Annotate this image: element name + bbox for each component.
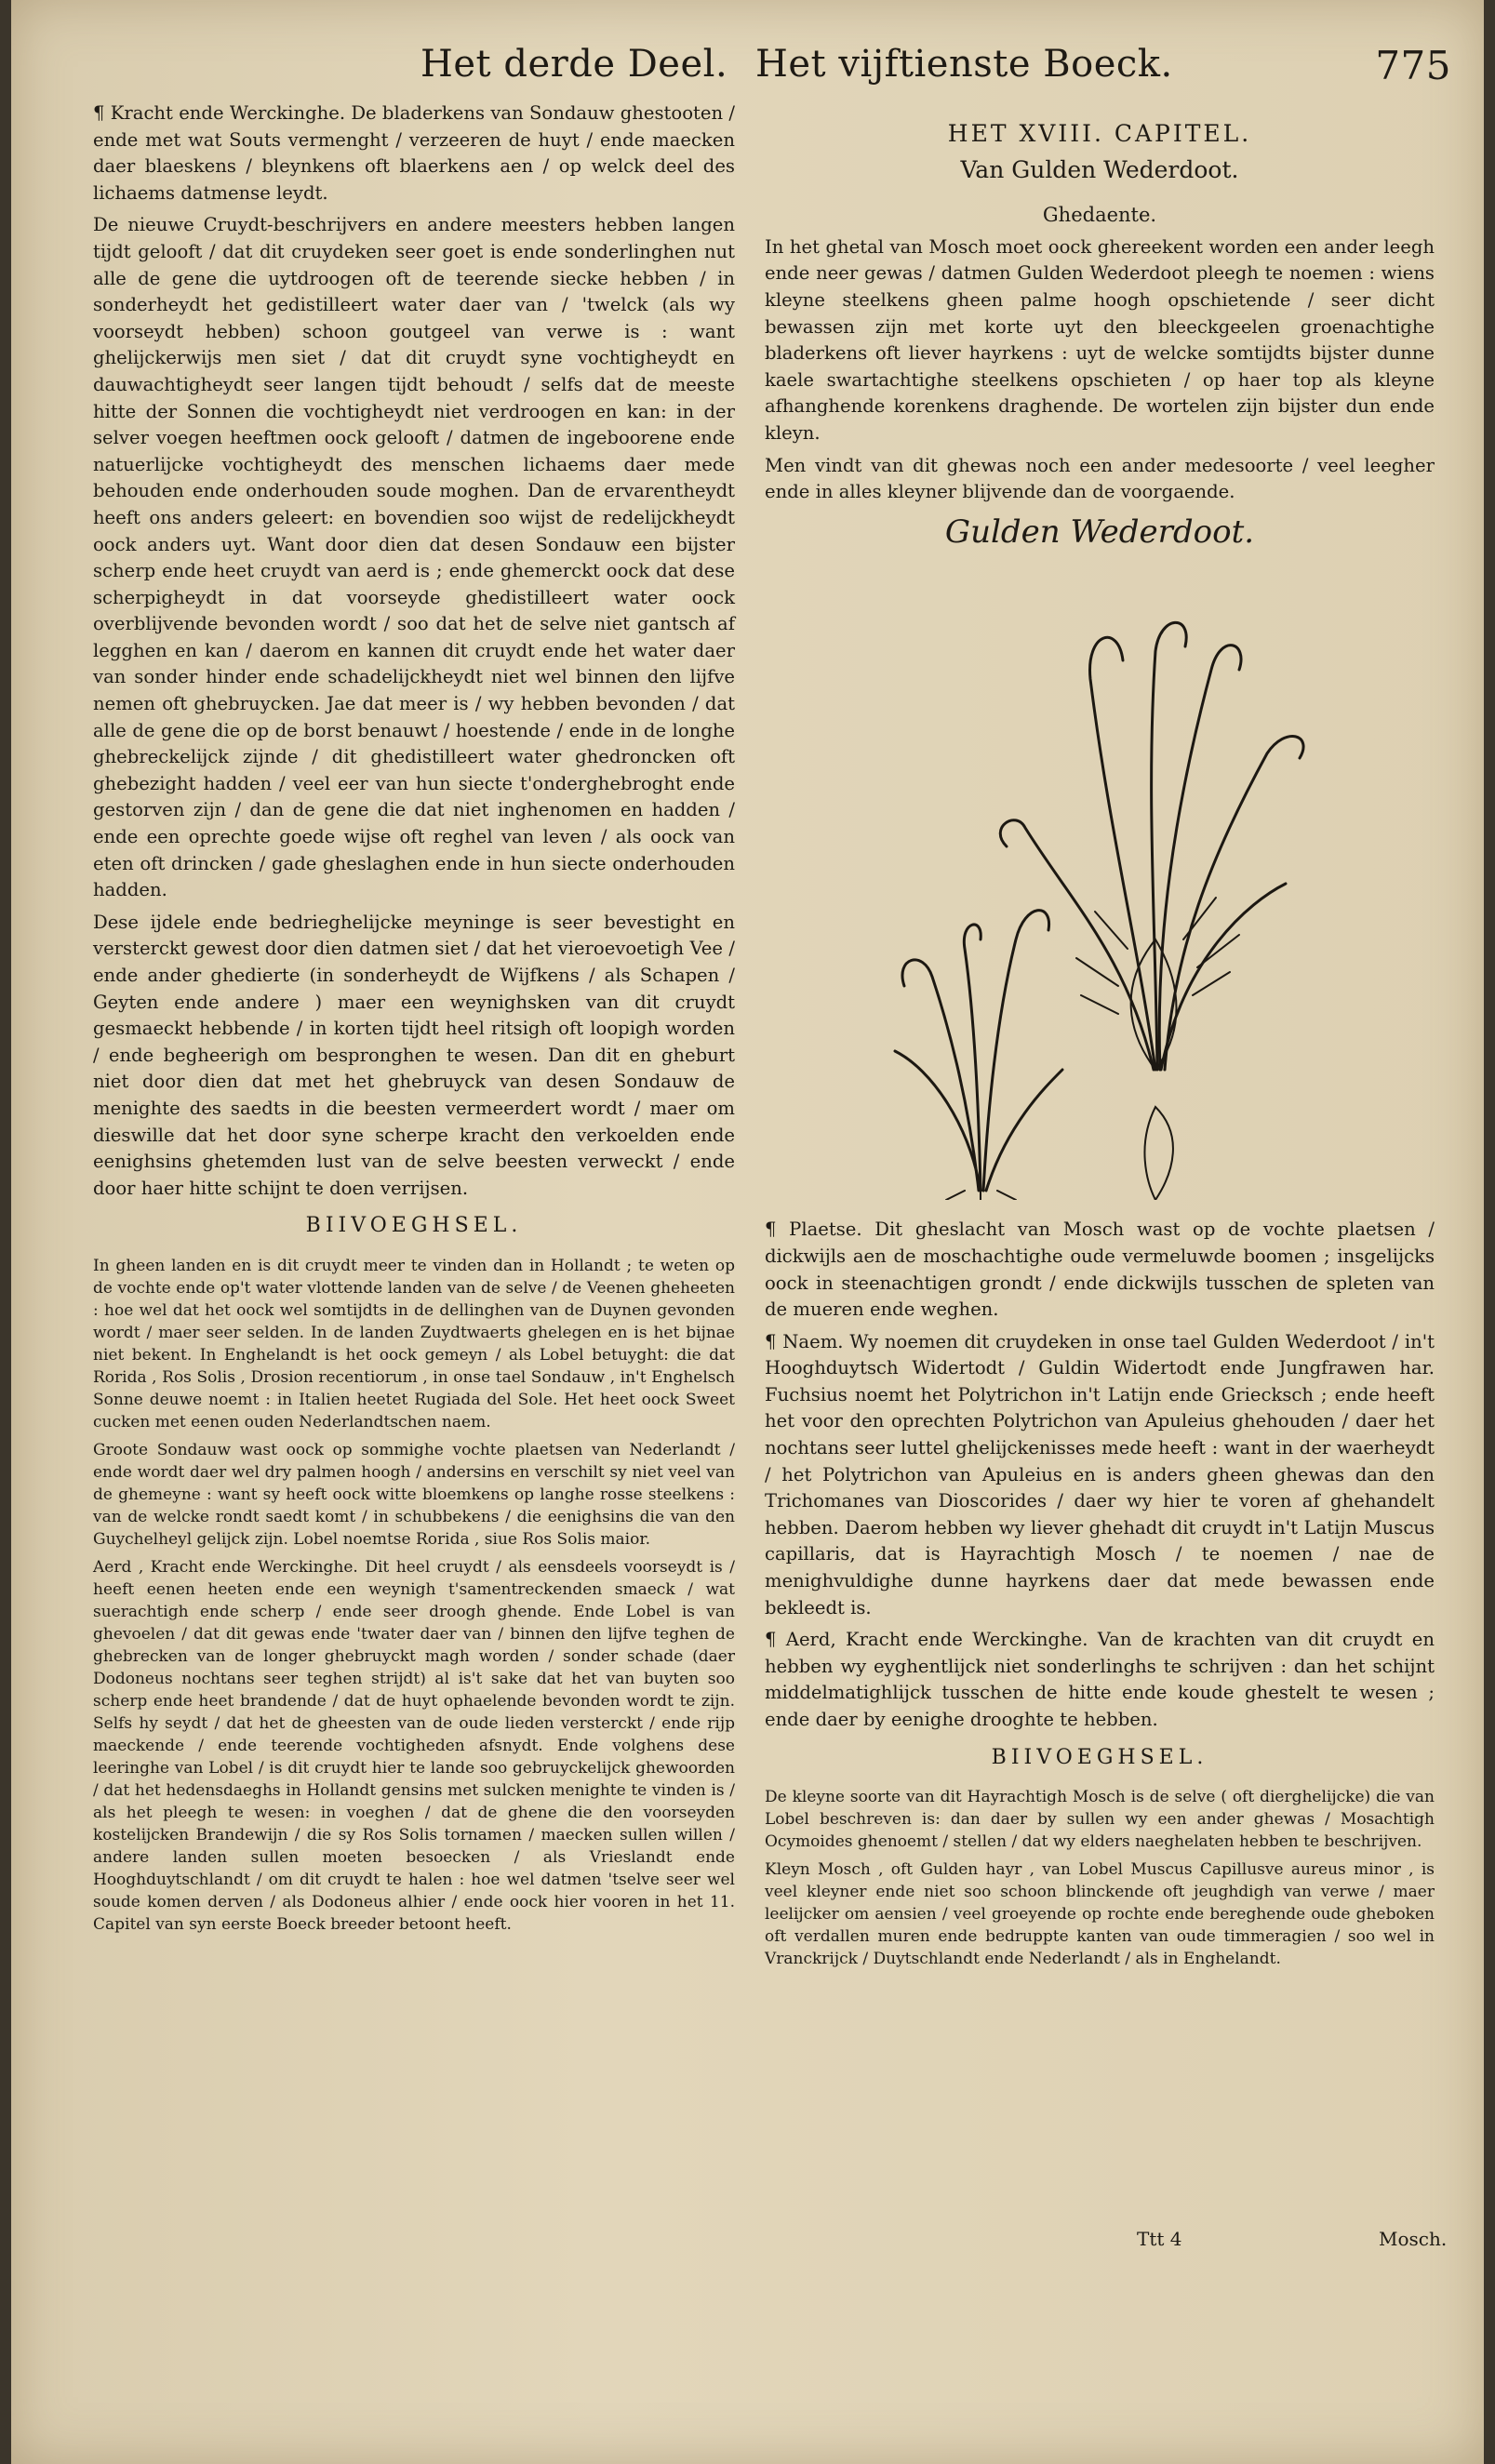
- chapter-heading: HET XVIII. CAPITEL.: [947, 120, 1252, 147]
- running-head-book: Het vijftienste Boeck.: [755, 43, 1173, 86]
- paragraph-cruydt-beschrijvers: De nieuwe Cruydt-beschrijvers en andere meesters hebben langen tijdt gelooft / dat dit cruydeken seer goet is ende sonderlinghen nut alle de gene die uytdroogen oft de teerende siecke hebben / in sonderheydt het gedistilleert water daer van / 'twelck (als wy voorseydt hebben) schoon goutgeel van verwe is : want ghelijckerwijs men siet / dat dit cruydt syne vochtigheydt en dauwachtigheydt seer langen tijdt behoudt / selfs dat de meeste hitte der Sonnen die vochtigheydt niet verdroogen en kan: in der selver voegen heeftmen oock gelooft / datmen de ingeboorene ende natuerlijcke vochtigheydt des menschen lichaems daer mede behouden ende onderhouden soude moghen. Dan de ervarentheydt heeft ons anders geleert: en bovendien soo wijst de redelijckheydt oock anders uyt. Want door dien dat desen Sondauw een bijster scherp ende heet cruydt van aerd is ; ende ghemerckt oock dat dese scherpigheydt in dat voorseyde ghedistilleert water oock overblijvende bevonden wordt / soo dat het de selve niet gantsch af legghen en kan / daerom en kannen dit cruydt ende het water daer van sonder hinder ende schadelijckheydt niet wel binnen den lijfve nemen oft ghebruycken. Jae dat meer is / wy hebben bevonden / dat alle de gene die op de borst benauwt / hoestende / ende in de longhe ghebreckelijck zijnde / dit ghedistilleert water ghedroncken oft ghebezight hadden / veel eer van hun siecte t'onderghebroght ende gestorven zijn / dan de gene die dat niet inghenomen en hadden / ende een oprechte goede wijse oft reghel van leven / als oock van eten oft drincken / gade gheslaghen ende in hun siecte onderhouden hadden.: [93, 214, 735, 901]
- bijvoeghsel-paragraph: Kleyn Mosch , oft Gulden hayr , van Lobel Muscus Capillusve aureus minor , is veel kleyner ende niet soo schoon blinckende oft jeughdigh van verwe / maer leelijcker om aensien / veel groeyende op rochte ende bereghende oude gheboken oft verdallen muren ende bedruppte kanten van oude timmeragien / soo wel in Vranckrijck / Duytschlandt ende Nederlandt / als in Enghelandt.: [765, 1860, 1435, 1969]
- page-number: 775: [1375, 43, 1451, 88]
- signature-mark: Ttt 4: [1137, 2228, 1182, 2250]
- section-heading-bijvoeghsel: BIIVOEGHSEL.: [305, 1214, 523, 1238]
- left-column: [93, 100, 735, 1941]
- moss-woodcut-illustration: [876, 549, 1323, 1200]
- plate-caption: Gulden Wederdoot.: [944, 513, 1255, 551]
- paragraph-aerd-kracht: ¶ Aerd, Kracht ende Werckinghe. Van de krachten van dit cruydt en hebben wy eyghentlijck niet sonderlinghs te schrijven : dan het schijnt middelmatighlijck tusschen de hitte ende koude ghestelt te wesen ; ende daer by eenighe drooghte te hebben.: [765, 1629, 1435, 1730]
- paragraph-meyninge: Dese ijdele ende bedrieghelijcke meyninge is seer bevestight en versterckt gewest door dien datmen siet / dat het vieroevoetigh Vee / ende ander ghedierte (in sonderheydt de Wijfkens / als Schapen / Geyten ende andere ) maer een weynighsken van dit cruydt gesmaeckt hebbende / in korten tijdt heel ritsigh oft loopigh worden / ende begheerigh om bespronghen te wesen. Dan dit en gheburt niet door dien dat met het ghebruyck van desen Sondauw de menighte des saedts in die beesten vermeerdert wordt / maer om dieswille dat het door syne scherpe kracht den verkoelden ende eenighsins ghetemden lust van de selve beesten verweckt / ende door haer hitte schijnt te doen verrijsen.: [93, 911, 735, 1199]
- right-column: [765, 121, 1435, 1976]
- ghedaente-paragraph: Men vindt van dit ghewas noch een ander medesoorte / veel leegher ende in alles kleyner blijvende dan de voorgaende.: [765, 454, 1435, 503]
- section-heading-bijvoeghsel: BIIVOEGHSEL.: [991, 1745, 1208, 1769]
- running-head-part: Het derde Deel.: [420, 43, 728, 86]
- ghedaente-heading: Ghedaente.: [1042, 204, 1157, 227]
- running-head: [420, 35, 1462, 91]
- bijvoeghsel-paragraph: Groote Sondauw wast oock op sommighe vochte plaetsen van Nederlandt / ende wordt daer wel dry palmen hoogh / andersins en verschilt sy niet veel van de ghemeyne : want sy heeft oock witte bloemkens op langhe rosse steelkens : van de welcke rondt saedt komt / in schubbekens / die eenighsins die van den Guychelheyl gelijck zijn. Lobel noemtse Rorida , siue Ros Solis maior.: [93, 1440, 735, 1549]
- paragraph-naem: ¶ Naem. Wy noemen dit cruydeken in onse tael Gulden Wederdoot / in't Hooghduytsch Widertodt / Guldin Widertodt ende Jungfrawen har. Fuchsius noemt het Polytrichon in't Latijn ende Griecksch ; ende heeft het voor den oprechten Polytrichon van Apuleius ghehouden / daer het nochtans seer luttel ghelijckenisses mede heeft : want in der waerheydt / het Polytrichon van Apuleius en is anders gheen ghewas dan den Trichomanes van Dioscorides / daer wy hier te voren af ghehandelt hebben. Daerom hebben wy liever ghehadt dit cruydt in't Latijn Muscus capillaris, dat is Hayrachtigh Mosch / te noemen / nae de menighvuldighe dunne hayrkens daer dat mede bewassen ende bekleedt is.: [765, 1330, 1435, 1618]
- book-page: [11, 0, 1484, 2464]
- catchword: Mosch.: [1379, 2228, 1448, 2250]
- ghedaente-paragraph: In het ghetal van Mosch moet oock ghereekent worden een ander leegh ende neer gewas / datmen Gulden Wederdoot pleegh te noemen : wiens kleyne steelkens gheen palme hoogh opschietende / seer dicht bewassen zijn met korte uyt den bleeckgeelen groenachtighe bladerkens oft liever hayrkens : uyt de welcke somtijdts bijster dunne kaele swartachtighe steelkens opschieten / op haer top als kleyne afhanghende korenkens draghende. De wortelen zijn bijster dun ende kleyn.: [765, 235, 1435, 444]
- bijvoeghsel-paragraph: In gheen landen en is dit cruydt meer te vinden dan in Hollandt ; te weten op de vochte ende op't water vlottende landen van de selve / de Veenen gheheeten : hoe wel dat het oock wel somtijdts in de dellinghen van de Duynen gevonden wordt / maer seer selden. In de landen Zuydtwaerts ghelegen en is het bijnae niet bekent. In Enghelandt is het oock gemeyn / als Lobel betuyght: die dat Rorida , Ros Solis , Drosion recentiorum , in onse tael Sondauw , in't Enghelsch Sonne deuwe noemt : in Italien heetet Rugiada del Sole. Het heet oock Sweet cucken met eenen ouden Nederlandtschen naem.: [93, 1256, 735, 1432]
- bijvoeghsel-paragraph: Aerd , Kracht ende Werckinghe. Dit heel cruydt / als eensdeels voorseydt is / heeft eenen heeten ende een weynigh t'samentreckenden smaeck / wat suerachtigh ende scherp / ende seer droogh ghende. Ende Lobel is van ghevoelen / dat dit gewas ende 'twater daer van / binnen den lijfve teghen de ghebrecken van de longer ghebruyckt magh worden / sonder schade (daer Dodoneus nochtans seer teghen strijdt) al is't sake dat het van buyten soo scherp ende heet brandende / dat de huyt ophaelende bevonden wordt te zijn. Selfs hy seydt / dat het de gheesten van de oude lieden versterckt / ende rijp maeckende / ende teerende vochtigheden afsnydt. Ende volghens dese leeringhe van Lobel / is dit cruydt hier te lande soo gebruyckelijck ghewoorden / dat het hedensdaeghs in Hollandt gensins met sulcken menighte te vinden is / als het pleegh te wesen: in voeghen / dat de ghene die den voorseyden kostelijcken Brandewijn / die sy Ros Solis tornamen / maecken sullen willen / andere landen sullen moeten besoecken / als Vrieslandt ende Hooghduytschlandt / om dit cruydt te halen : hoe wel datmen 'tselve seer wel soude komen derven / als Dodoneus alhier / ende oock hier vooren in het 11. Capitel van syn eerste Boeck breeder betoont heeft.: [93, 1557, 735, 1934]
- paragraph-plaetse: ¶ Plaetse. Dit gheslacht van Mosch wast op de vochte plaetsen / dickwijls aen de moschachtighe oude vermeluwde boomen ; insgelijcks oock in steenachtigen grondt / ende dickwijls tusschen de spleten van de mueren ende weghen.: [765, 1219, 1435, 1321]
- paragraph-kracht: ¶ Kracht ende Werckinghe. De bladerkens van Sondauw ghestooten / ende met wat Souts vermenght / verzeeren de huyt / ende maecken daer blaeskens / bleynkens oft blaerkens aen / op welck deel des lichaems datmense leydt.: [93, 102, 735, 204]
- chapter-title: Van Gulden Wederdoot.: [960, 155, 1239, 183]
- bijvoeghsel-paragraph: De kleyne soorte van dit Hayrachtigh Mosch is de selve ( oft dierghelijcke) die van Lobel beschreven is: dan daer by sullen wy een ander ghewas / Mosachtigh Ocymoides ghenoemt / stellen / dat wy elders naeghelaten hebben te beschrijven.: [765, 1788, 1435, 1852]
